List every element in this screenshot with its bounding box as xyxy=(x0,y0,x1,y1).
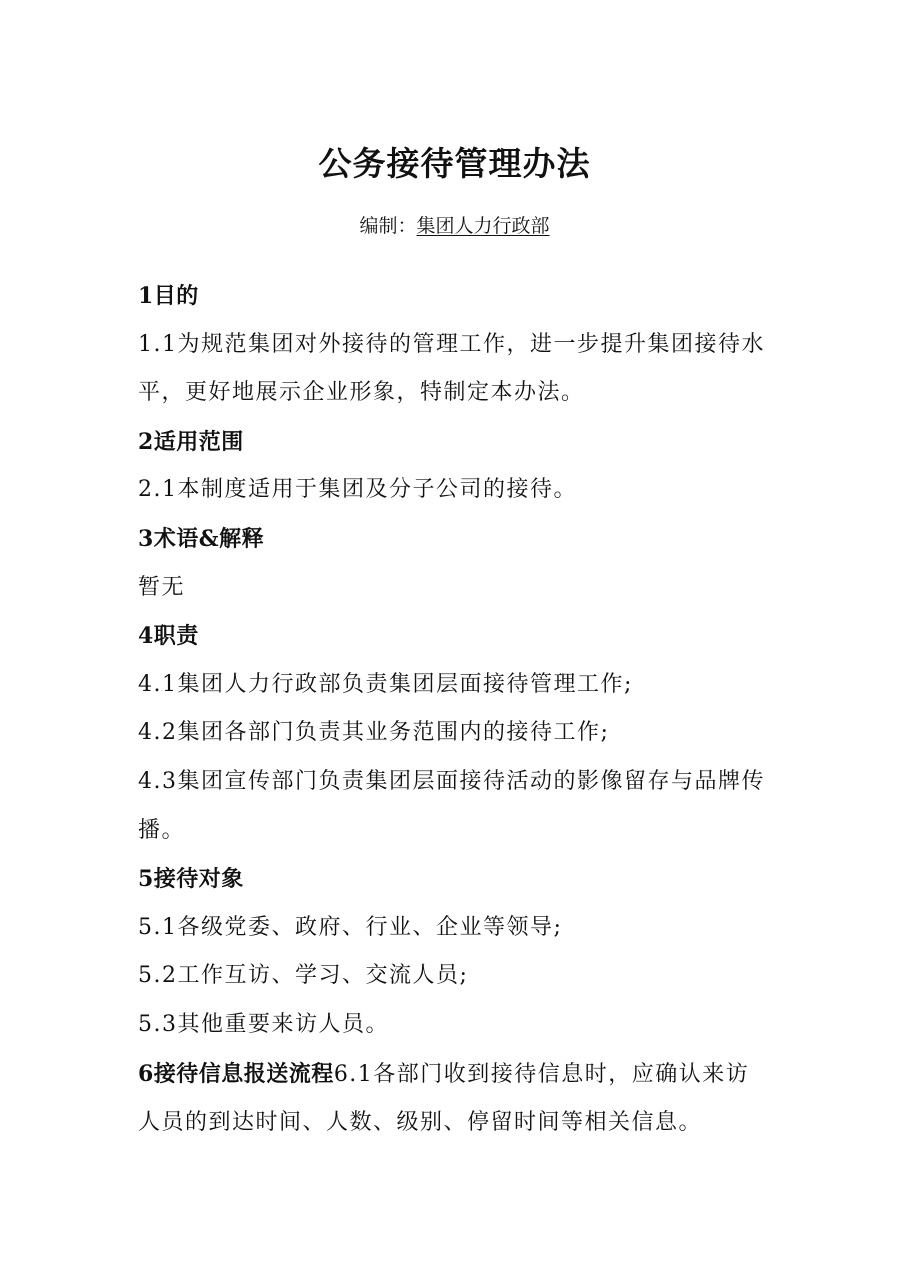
paragraph-5-2: 5.2工作互访、学习、交流人员; xyxy=(138,963,469,989)
paragraph-5-3: 5.3其他重要来访人员。 xyxy=(138,1011,389,1037)
document-title: 公务接待管理办法 xyxy=(318,144,591,183)
paragraph-2-1: 2.1本制度适用于集团及分子公司的接待。 xyxy=(138,477,577,503)
section-heading-scope: 2适用范围 xyxy=(138,428,244,455)
compiler-label: 编制： xyxy=(359,215,417,237)
section-heading-reporting-process: 6接待信息报送流程 xyxy=(138,1060,334,1087)
paragraph-1-1: 1.1为规范集团对外接待的管理工作，进一步提升集团接待水平，更好地展示企业形象，特制定本办法。 xyxy=(138,331,765,406)
compiler-org: 集团人力行政部 xyxy=(416,215,550,237)
paragraph-terms: 暂无 xyxy=(138,574,186,600)
paragraph-4-1: 4.1集团人力行政部负责集团层面接待管理工作; xyxy=(138,671,633,697)
document-body xyxy=(138,272,770,1148)
section-6-block xyxy=(138,1050,770,1148)
section-heading-responsibilities: 4职责 xyxy=(138,623,199,650)
paragraph-6-1: 6.1各部门收到接待信息时，应确认来访人员的到达时间、人数、级别、停留时间等相关信息。 xyxy=(138,1061,750,1136)
paragraph-4-2: 4.2集团各部门负责其业务范围内的接待工作; xyxy=(138,720,610,746)
section-heading-reception-targets: 5接待对象 xyxy=(138,866,244,893)
section-heading-terms: 3术语&解释 xyxy=(138,525,265,552)
paragraph-5-1: 5.1各级党委、政府、行业、企业等领导; xyxy=(138,914,563,940)
section-heading-purpose: 1目的 xyxy=(138,283,199,309)
paragraph-4-3: 4.3集团宣传部门负责集团层面接待活动的影像留存与品牌传播。 xyxy=(138,768,765,843)
document-compiler xyxy=(0,212,909,240)
